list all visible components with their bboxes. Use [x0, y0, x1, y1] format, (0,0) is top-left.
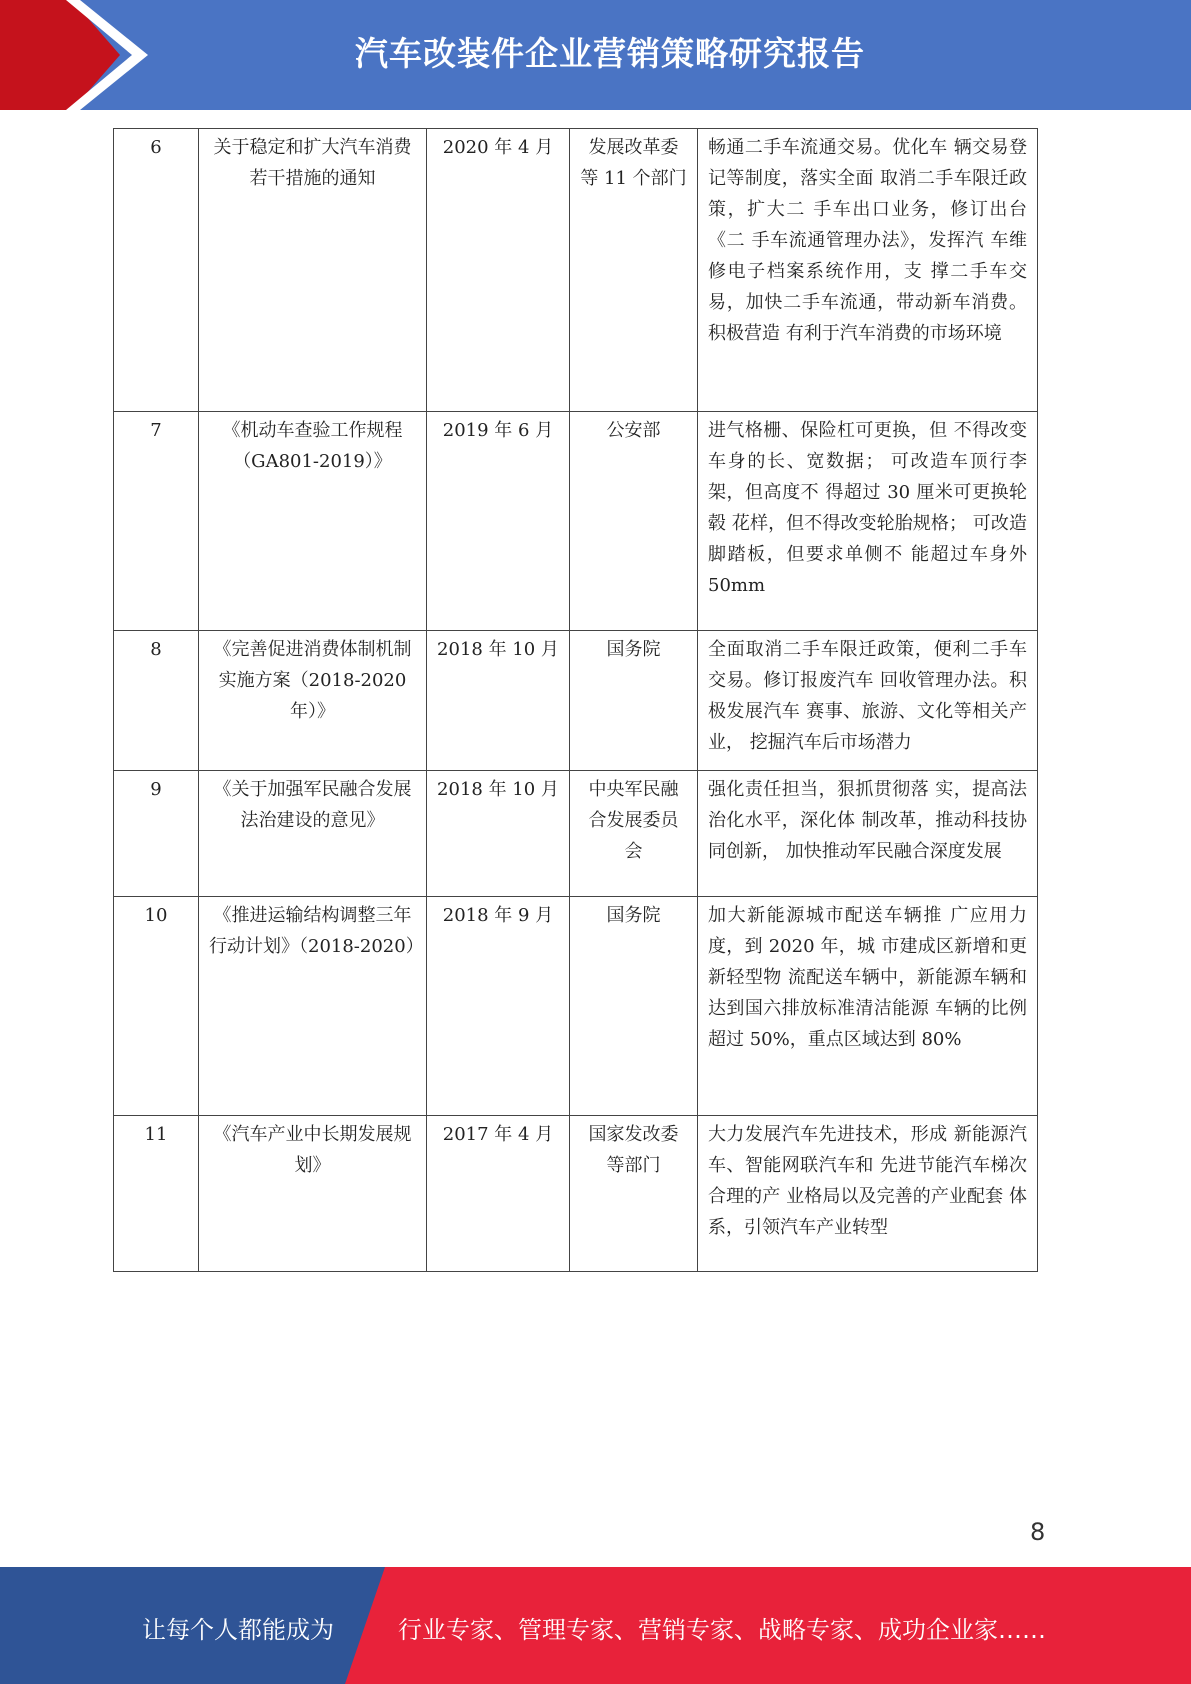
- header-red-chevron: [0, 0, 120, 110]
- policy-name-cell: 《机动车查验工作规程（GA801-2019）》: [199, 412, 427, 631]
- policy-date-cell: 2018 年 9 月: [427, 897, 570, 1116]
- policy-date-cell: 2020 年 4 月: [427, 129, 570, 412]
- row-number-cell: 8: [114, 631, 199, 771]
- policy-name-cell: 《推进运输结构调整三年行动计划》（2018-2020）: [199, 897, 427, 1116]
- table-row: [114, 897, 1038, 1116]
- policy-date-cell: 2019 年 6 月: [427, 412, 570, 631]
- policy-content-cell: 全面取消二手车限迁政策，便利二手车交易。修订报废汽车 回收管理办法。积极发展汽车 赛事、旅游、文化等相关产业， 挖掘汽车后市场潜力: [698, 631, 1038, 771]
- header-banner: [0, 0, 1191, 110]
- row-number-cell: 7: [114, 412, 199, 631]
- policy-dept-cell: 国家发改委等部门: [570, 1116, 698, 1272]
- policy-date-cell: 2018 年 10 月: [427, 771, 570, 897]
- row-number-cell: 6: [114, 129, 199, 412]
- page-number: 8: [1030, 1518, 1046, 1546]
- row-number-cell: 11: [114, 1116, 199, 1272]
- policy-name-cell: 《汽车产业中长期发展规划》: [199, 1116, 427, 1272]
- policy-dept-cell: 发展改革委等 11 个部门: [570, 129, 698, 412]
- policy-dept-cell: 公安部: [570, 412, 698, 631]
- policy-content-cell: 畅通二手车流通交易。优化车 辆交易登记等制度，落实全面 取消二手车限迁政策，扩大二 手车出口业务，修订出台《二 手车流通管理办法》，发挥汽 车维修电子档案系统作用，支 撑二手车交易，加快二手车流通，带动新车消费。积极营造 有利于汽车消费的市场环境: [698, 129, 1038, 412]
- footer-slogan-left: 让每个人都能成为: [142, 1616, 334, 1644]
- row-number-cell: 9: [114, 771, 199, 897]
- policy-content-cell: 进气格栅、保险杠可更换，但 不得改变车身的长、宽数据； 可改造车顶行李架，但高度不 得超过 30 厘米可更换轮毂 花样，但不得改变轮胎规格； 可改造脚踏板，但要求单侧不 能超过车身外 50mm: [698, 412, 1038, 631]
- table-row: [114, 412, 1038, 631]
- policy-table: [113, 128, 1038, 1272]
- policy-content-cell: 大力发展汽车先进技术，形成 新能源汽车、智能网联汽车和 先进节能汽车梯次合理的产 业格局以及完善的产业配套 体系，引领汽车产业转型: [698, 1116, 1038, 1272]
- policy-name-cell: 《关于加强军民融合发展法治建设的意见》: [199, 771, 427, 897]
- table-row: [114, 771, 1038, 897]
- policy-content-cell: 加大新能源城市配送车辆推 广应用力度，到 2020 年，城 市建成区新增和更新轻型物 流配送车辆中，新能源车辆和 达到国六排放标准清洁能源 车辆的比例超过 50%，重点区域达到 80%: [698, 897, 1038, 1116]
- policy-name-cell: 《完善促进消费体制机制实施方案（2018-2020年）》: [199, 631, 427, 771]
- policy-name-cell: 关于稳定和扩大汽车消费若干措施的通知: [199, 129, 427, 412]
- policy-date-cell: 2017 年 4 月: [427, 1116, 570, 1272]
- table-row: [114, 129, 1038, 412]
- policy-content-cell: 强化责任担当，狠抓贯彻落 实，提高法治化水平，深化体 制改革，推动科技协同创新， 加快推动军民融合深度发展: [698, 771, 1038, 897]
- row-number-cell: 10: [114, 897, 199, 1116]
- report-title: 汽车改装件企业营销策略研究报告: [355, 34, 865, 73]
- policy-dept-cell: 中央军民融合发展委员会: [570, 771, 698, 897]
- policy-dept-cell: 国务院: [570, 897, 698, 1116]
- footer-banner: [0, 1567, 1191, 1684]
- footer-slogan-right: 行业专家、管理专家、营销专家、战略专家、成功企业家……: [398, 1616, 1046, 1644]
- table-row: [114, 1116, 1038, 1272]
- policy-date-cell: 2018 年 10 月: [427, 631, 570, 771]
- policy-dept-cell: 国务院: [570, 631, 698, 771]
- table-row: [114, 631, 1038, 771]
